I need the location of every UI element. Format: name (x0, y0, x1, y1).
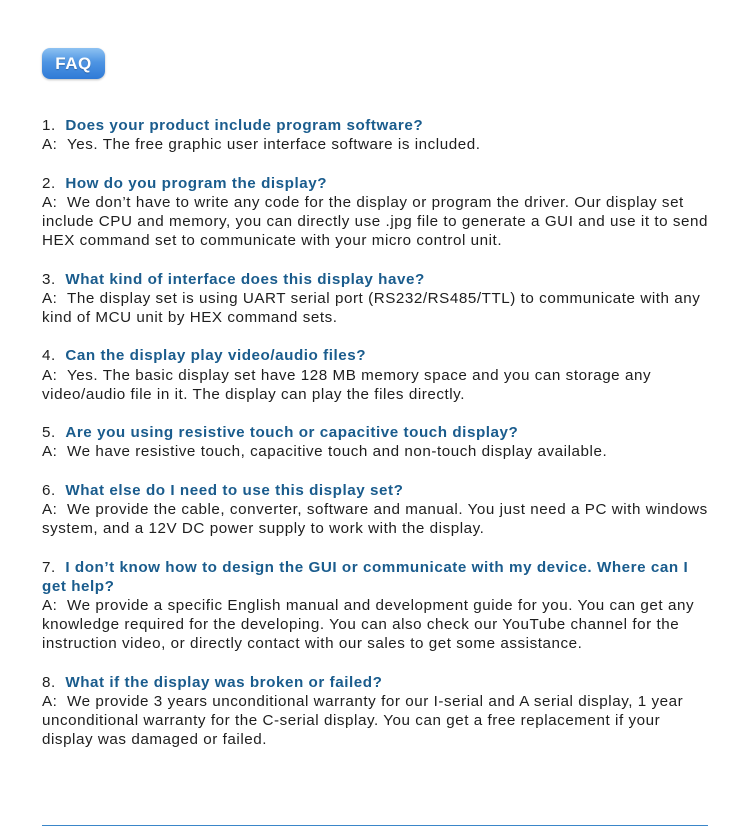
faq-number: 3. (42, 270, 56, 288)
answer-prefix: A: (42, 500, 58, 518)
faq-answer-text: Yes. The free graphic user interface software is included. (67, 136, 481, 154)
faq-question-text: I don’t know how to design the GUI or communicate with my device. Where can I get help? (42, 558, 689, 595)
faq-item-3 (42, 270, 712, 328)
faq-answer-3 (42, 289, 712, 327)
faq-badge: FAQ (42, 48, 105, 79)
faq-question-2 (42, 174, 712, 193)
faq-item-1 (42, 116, 712, 154)
faq-item-5 (42, 423, 712, 461)
faq-answer-text: We don’t have to write any code for the display or program the driver. Our display set include CPU and memory, you can directly use .jpg file to generate a GUI and use it to send HEX command set to communicate with your micro control unit. (42, 193, 709, 250)
faq-question-text: Does your product include program software? (65, 117, 424, 134)
faq-question-text: How do you program the display? (65, 174, 328, 192)
faq-question-text: Are you using resistive touch or capacitive touch display? (65, 424, 519, 442)
faq-answer-7 (42, 596, 712, 654)
faq-answer-8 (42, 692, 712, 750)
faq-question-text: What if the display was broken or failed? (65, 673, 383, 691)
faq-number: 8. (42, 673, 56, 691)
faq-question-text: What else do I need to use this display set? (65, 481, 404, 499)
answer-prefix: A: (42, 692, 58, 710)
answer-prefix: A: (42, 289, 58, 307)
faq-item-8 (42, 673, 712, 750)
faq-answer-6 (42, 500, 712, 538)
faq-number: 7. (42, 558, 56, 576)
answer-prefix: A: (42, 443, 58, 461)
faq-answer-1 (42, 135, 712, 154)
faq-item-4 (42, 346, 712, 404)
faq-answer-text: Yes. The basic display set have 128 MB memory space and you can storage any video/audio file in it. The display can play the files directly. (42, 366, 652, 403)
faq-answer-text: The display set is using UART serial port (RS232/RS485/TTL) to communicate with any kind of MCU unit by HEX command sets. (42, 289, 701, 326)
faq-number: 1. (42, 117, 56, 134)
faq-number: 4. (42, 347, 56, 365)
faq-question-text: Can the display play video/audio files? (65, 347, 367, 365)
answer-prefix: A: (42, 136, 58, 154)
faq-question-6 (42, 481, 712, 500)
faq-answer-text: We provide a specific English manual and development guide for you. You can get any knowledge required for the developing. You can also check our YouTube channel for the instruction video, or directly contact with our sales to get some assistance. (42, 596, 695, 653)
faq-answer-text: We provide 3 years unconditional warranty for our I-serial and A serial display, 1 year unconditional warranty for the C-serial display. You can get a free replacement if your display was damaged or failed. (42, 692, 684, 749)
faq-answer-text: We provide the cable, converter, software and manual. You just need a PC with windows system, and a 12V DC power supply to work with the display. (42, 500, 708, 538)
answer-prefix: A: (42, 193, 58, 211)
faq-answer-5 (42, 442, 712, 461)
answer-prefix: A: (42, 366, 58, 384)
faq-number: 5. (42, 424, 56, 442)
faq-number: 6. (42, 481, 56, 499)
faq-item-7 (42, 558, 712, 654)
answer-prefix: A: (42, 596, 58, 614)
faq-question-7 (42, 558, 712, 596)
faq-question-8 (42, 673, 712, 692)
faq-question-5 (42, 423, 712, 442)
faq-answer-4 (42, 366, 712, 404)
faq-question-1 (42, 116, 712, 135)
faq-item-6 (42, 481, 712, 539)
faq-question-3 (42, 270, 712, 289)
faq-item-2 (42, 174, 712, 251)
bottom-divider (42, 825, 708, 826)
faq-list (42, 116, 712, 769)
faq-answer-2 (42, 193, 712, 251)
faq-answer-text: We have resistive touch, capacitive touch and non-touch display available. (67, 443, 608, 461)
faq-number: 2. (42, 174, 56, 192)
faq-question-4 (42, 346, 712, 365)
faq-question-text: What kind of interface does this display have? (65, 270, 425, 288)
